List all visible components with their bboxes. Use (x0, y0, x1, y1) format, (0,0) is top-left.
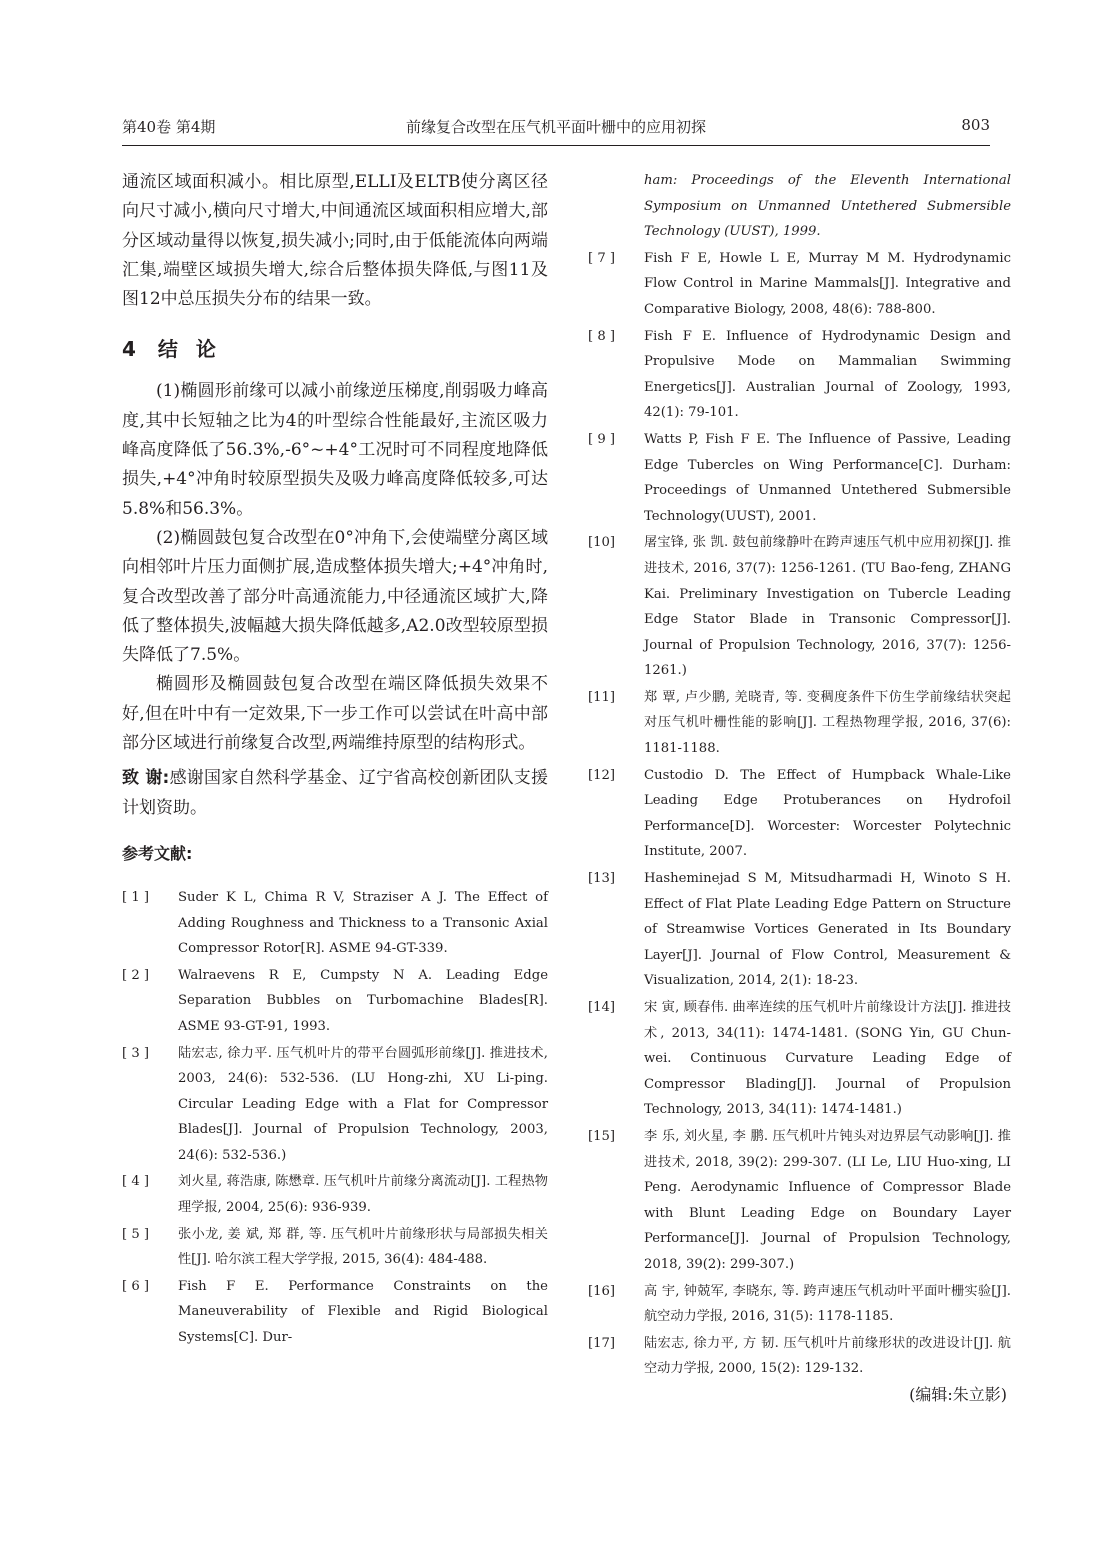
reference-item (122, 885, 548, 962)
page-number: 803 (961, 116, 990, 134)
reference-number: [14] (588, 1000, 616, 1015)
acknowledgement-label: 致 谢: (122, 768, 170, 789)
reference-item (122, 1169, 548, 1220)
reference-number: [ 7 ] (588, 250, 616, 266)
conclusion-paragraph: (1)椭圆形前缘可以减小前缘逆压梯度,削弱吸力峰高度,其中长短轴之比为4的叶型综合性能最好,主流区吸力峰高度降低了56.3%,-6°~+4°工况时可不同程度地降低损失,+4°冲角时较原型损失及吸力峰高度降低较多,可达5.8%和56.3%。 (122, 381, 548, 519)
reference-text: 宋 寅, 顾春伟. 曲率连续的压气机叶片前缘设计方法[J]. 推进技术, 2013, 34(11): 1474-1481. (SONG Yin, GU Chun-wei. Continuous Curvature Leading Edge of Compressor Blading[J]. Journal of Propulsion Technology, 2013, 34(11): 1474-1481.) (644, 1000, 1011, 1118)
reference-text: Fish F E. Influence of Hydrodynamic Design and Propulsive Mode on Mammalian Swimming Energetics[J]. Australian Journal of Zoology, 1993, 42(1): 79-101. (644, 328, 1011, 421)
acknowledgement (122, 764, 548, 823)
reference-text: 李 乐, 刘火星, 李 鹏. 压气机叶片钝头对边界层气动影响[J]. 推进技术, 2018, 39(2): 299-307. (LI Le, LIU Huo-xing, LI Peng. Aerodynamic Influence of Compressor Blade with Blunt Leading Edge on Boundary Layer Performance[J]. Journal of Propulsion Technology, 2018, 39(2): 299-307.) (644, 1128, 1011, 1272)
reference-number: [ 3 ] (122, 1045, 150, 1061)
reference-text: Suder K L, Chima R V, Straziser A J. The Effect of Adding Roughness and Thickness to a Transonic Axial Compressor Rotor[R]. ASME 94-GT-339. (178, 889, 548, 957)
reference-text: Walraevens R E, Cumpsty N A. Leading Edge Separation Bubbles on Turbomachine Blades[R]. ASME 93-GT-91, 1993. (178, 967, 548, 1034)
reference-continuation: ham: Proceedings of the Eleventh International Symposium on Unmanned Untethered Submersible Technology (UUST), 1999. (644, 173, 1011, 240)
reference-text: Hasheminejad S M, Mitsudharmadi H, Winoto S H. Effect of Flat Plate Leading Edge Pattern on Structure of Streamwise Vortices Generated in Its Boundary Layer[J]. Journal of Flow Control, Measurement & Visualization, 2014, 2(1): 18-23. (644, 871, 1011, 989)
reference-number: [15] (588, 1128, 616, 1144)
conclusion-paragraph: (2)椭圆鼓包复合改型在0°冲角下,会使端壁分离区域向相邻叶片压力面侧扩展,造成整体损失增大;+4°冲角时,复合改型改善了部分叶高通流能力,中径通流区域扩大,降低了整体损失,波幅越大损失降低越多,A2.0改型较原型损失降低了7.5%。 (122, 527, 548, 666)
reference-item (588, 685, 1011, 762)
reference-number: [ 2 ] (122, 967, 150, 983)
reference-text: 高 宇, 钟兢军, 李晓东, 等. 跨声速压气机动叶平面叶栅实验[J]. 航空动力学报, 2016, 31(5): 1178-1185. (644, 1283, 1011, 1325)
header-rule (122, 145, 990, 146)
reference-text: 陆宏志, 徐力平. 压气机叶片的带平台圆弧形前缘[J]. 推进技术, 2003, 24(6): 532-536. (LU Hong-zhi, XU Li-ping. Circular Leading Edge with a Flat for Compressor Blades[J]. Journal of Propulsion Technology, 2003, 24(6): 532-536.) (178, 1045, 548, 1163)
reference-item (122, 963, 548, 1040)
reference-number: [16] (588, 1283, 616, 1299)
reference-list-right (588, 246, 1011, 1382)
reference-item (588, 246, 1011, 323)
reference-list-left (122, 885, 548, 1351)
running-title: 前缘复合改型在压气机平面叶栅中的应用初探 (405, 118, 706, 136)
reference-item (588, 763, 1011, 865)
section-heading (122, 333, 548, 362)
reference-item (588, 324, 1011, 426)
reference-text: 屠宝锋, 张 凯. 鼓包前缘静叶在跨声速压气机中应用初探[J]. 推进技术, 2016, 37(7): 1256-1261. (TU Bao-feng, ZHANG Kai. Preliminary Investigation on Tubercle Leading Edge Stator Blade in Transonic Compressor[J]. Journal of Propulsion Technology, 2016, 37(7): 1256-1261.) (644, 535, 1011, 679)
editor-note: (编辑:朱立影) (909, 1384, 1007, 1404)
reference-item (588, 427, 1011, 529)
reference-number: [ 5 ] (122, 1226, 150, 1242)
reference-item (122, 1274, 548, 1351)
reference-text: Watts P, Fish F E. The Influence of Passive, Leading Edge Tubercles on Wing Performance[C]. Durham: Proceedings of Unmanned Untethered Submersible Technology(UUST), 2001. (644, 431, 1011, 524)
reference-item (588, 995, 1011, 1123)
reference-number: [11] (588, 689, 616, 705)
references-heading: 参考文献: (122, 843, 193, 863)
reference-text: Fish F E, Howle L E, Murray M M. Hydrodynamic Flow Control in Marine Mammals[J]. Integrative and Comparative Biology, 2008, 48(6): 788-800. (644, 250, 1011, 317)
reference-text: 陆宏志, 徐力平, 方 韧. 压气机叶片前缘形状的改进设计[J]. 航空动力学报, 2000, 15(2): 129-132. (644, 1335, 1011, 1377)
acknowledgement-text: 感谢国家自然科学基金、辽宁省高校创新团队支援计划资助。 (122, 768, 549, 818)
reference-text: 郑 覃, 卢少鹏, 羌晓青, 等. 变稠度条件下仿生学前缘结状突起对压气机叶栅性能的影响[J]. 工程热物理学报, 2016, 37(6): 1181-1188. (644, 689, 1011, 757)
reference-number: [ 4 ] (122, 1174, 150, 1190)
right-column (588, 168, 1011, 1407)
reference-item (122, 1041, 548, 1169)
reference-item (588, 1124, 1011, 1278)
reference-number: [10] (588, 535, 616, 551)
reference-number: [ 1 ] (122, 889, 150, 905)
paragraph-intro: 通流区域面积减小。相比原型,ELLI及ELTB使分离区径向尺寸减小,横向尺寸增大,中间通流区域面积相应增大,部分区域动量得以恢复,损失减小;同时,由于低能流体向两端汇集,端壁区域损失增大,综合后整体损失降低,与图11及图12中总压损失分布的结果一致。 (122, 172, 548, 310)
reference-text: Custodio D. The Effect of Humpback Whale-Like Leading Edge Protuberances on Hydrofoil Performance[D]. Worcester: Worcester Polytechnic Institute, 2007. (644, 767, 1011, 860)
reference-item (588, 866, 1011, 994)
journal-volume-issue: 第40卷 第4期 (122, 118, 216, 136)
reference-item (122, 1222, 548, 1273)
reference-number: [ 6 ] (122, 1278, 150, 1294)
left-column (122, 168, 548, 1352)
reference-item (588, 1279, 1011, 1330)
reference-item (588, 530, 1011, 684)
section-number: 4 (122, 337, 136, 362)
reference-number: [13] (588, 871, 616, 887)
section-title: 结论 (157, 337, 234, 362)
reference-number: [ 9 ] (588, 431, 616, 447)
reference-text: 刘火星, 蒋浩康, 陈懋章. 压气机叶片前缘分离流动[J]. 工程热物理学报, 2004, 25(6): 936-939. (178, 1174, 548, 1216)
reference-number: [17] (588, 1335, 616, 1351)
reference-number: [12] (588, 767, 616, 783)
reference-item (588, 1331, 1011, 1382)
reference-number: [ 8 ] (588, 328, 616, 344)
reference-text: 张小龙, 姜 斌, 郑 群, 等. 压气机叶片前缘形状与局部损失相关性[J]. 哈尔滨工程大学学报, 2015, 36(4): 484-488. (178, 1226, 548, 1268)
reference-text: Fish F E. Performance Constraints on the Maneuverability of Flexible and Rigid Biological Systems[C]. Dur- (178, 1278, 548, 1346)
conclusion-paragraph: 椭圆形及椭圆鼓包复合改型在端区降低损失效果不好,但在叶中有一定效果,下一步工作可以尝试在叶高中部部分区域进行前缘复合改型,两端维持原型的结构形式。 (122, 674, 548, 754)
running-header (122, 116, 990, 142)
